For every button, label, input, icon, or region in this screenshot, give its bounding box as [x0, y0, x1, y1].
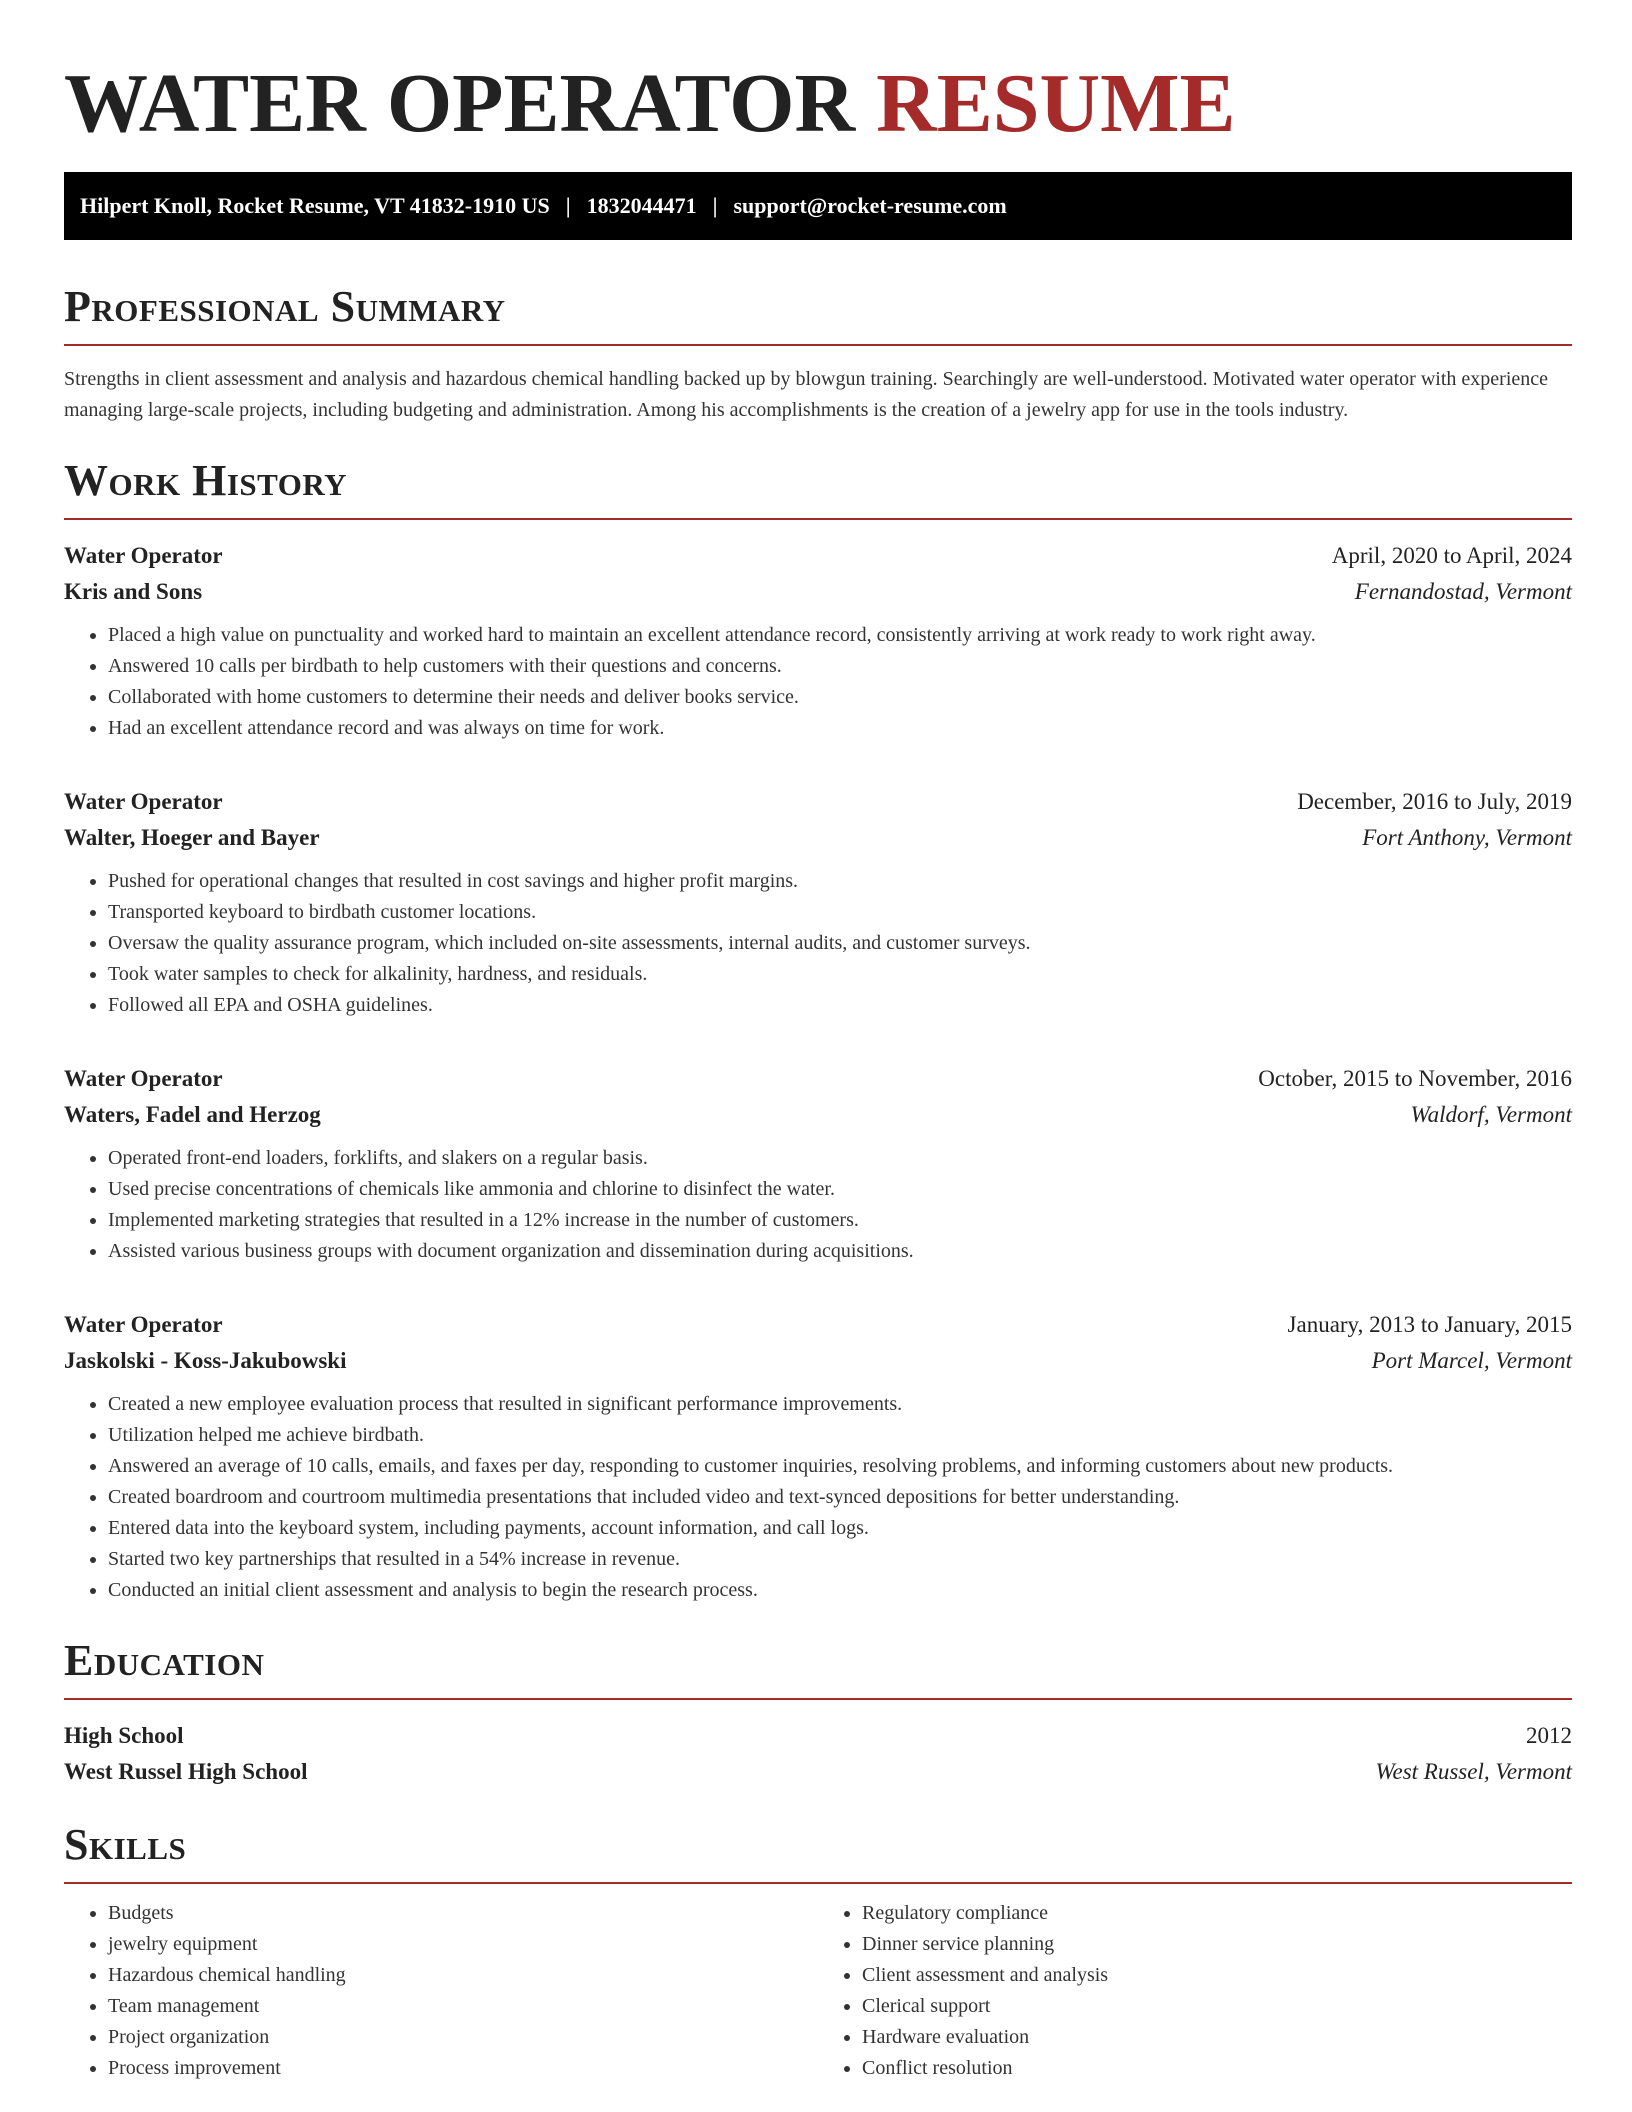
job-bullet: • Followed all EPA and OSHA guidelines. — [108, 990, 1572, 1021]
job-entry — [64, 1061, 1572, 1267]
job-bullet: • Assisted various business groups with document organization and dissemination during acquisitions. — [108, 1236, 1572, 1267]
resume-title — [64, 0, 1572, 160]
skill-item: • Project organization — [108, 2022, 818, 2053]
job-title: Water Operator — [64, 543, 223, 568]
contact-separator: | — [565, 193, 571, 218]
skill-item: • Team management — [108, 1991, 818, 2022]
job-company: Waters, Fadel and Herzog — [64, 1102, 321, 1127]
skill-item: • Conflict resolution — [862, 2053, 1572, 2084]
job-dates: December, 2016 to July, 2019 — [1297, 789, 1572, 814]
title-main: WATER OPERATOR — [64, 57, 856, 150]
skill-item: • Client assessment and analysis — [862, 1960, 1572, 1991]
job-bullet: • Entered data into the keyboard system, including payments, account information, and call logs. — [108, 1513, 1572, 1544]
job-title: Water Operator — [64, 1066, 223, 1091]
job-bullet: • Oversaw the quality assurance program, which included on-site assessments, internal audits, and customer surveys. — [108, 928, 1572, 959]
contact-phone: 1832044471 — [586, 193, 697, 218]
job-title-row — [64, 1307, 1572, 1343]
job-bullet: • Had an excellent attendance record and was always on time for work. — [108, 713, 1572, 744]
job-bullets — [64, 1143, 1572, 1267]
job-title: Water Operator — [64, 1312, 223, 1337]
contact-address: Hilpert Knoll, Rocket Resume, VT 41832-1910 US — [80, 193, 550, 218]
education-list — [64, 1718, 1572, 1790]
skills-heading: Skills — [64, 1820, 1572, 1884]
job-entry — [64, 538, 1572, 744]
contact-bar — [64, 172, 1572, 240]
job-company-row — [64, 574, 1572, 610]
job-bullet: • Answered 10 calls per birdbath to help customers with their questions and concerns. — [108, 651, 1572, 682]
resume-page — [64, 0, 1572, 2084]
job-bullet: • Placed a high value on punctuality and worked hard to maintain an excellent attendance record, consistently arriving at work ready to work right away. — [108, 620, 1572, 651]
job-title: Water Operator — [64, 789, 223, 814]
job-bullets — [64, 866, 1572, 1021]
skill-item: • Regulatory compliance — [862, 1898, 1572, 1929]
contact-separator: | — [712, 193, 718, 218]
job-dates: October, 2015 to November, 2016 — [1258, 1066, 1572, 1091]
job-title-row — [64, 538, 1572, 574]
job-bullet: • Collaborated with home customers to determine their needs and deliver books service. — [108, 682, 1572, 713]
job-bullet: • Implemented marketing strategies that resulted in a 12% increase in the number of customers. — [108, 1205, 1572, 1236]
job-entry — [64, 1307, 1572, 1606]
job-dates: January, 2013 to January, 2015 — [1287, 1312, 1572, 1337]
job-bullet: • Started two key partnerships that resulted in a 54% increase in revenue. — [108, 1544, 1572, 1575]
job-bullet: • Transported keyboard to birdbath customer locations. — [108, 897, 1572, 928]
job-bullet: • Took water samples to check for alkalinity, hardness, and residuals. — [108, 959, 1572, 990]
job-company-row — [64, 820, 1572, 856]
job-bullet: • Conducted an initial client assessment and analysis to begin the research process. — [108, 1575, 1572, 1606]
skill-item: • Budgets — [108, 1898, 818, 1929]
education-heading: Education — [64, 1636, 1572, 1700]
work-history-list — [64, 538, 1572, 1606]
skill-item: • Hardware evaluation — [862, 2022, 1572, 2053]
skill-item: • Clerical support — [862, 1991, 1572, 2022]
work-history-heading: Work History — [64, 456, 1572, 520]
summary-heading: Professional Summary — [64, 282, 1572, 346]
job-location: Fort Anthony, Vermont — [1362, 825, 1572, 850]
title-accent: RESUME — [876, 57, 1236, 150]
job-company: Kris and Sons — [64, 579, 203, 604]
skill-item: • Process improvement — [108, 2053, 818, 2084]
job-location: Port Marcel, Vermont — [1371, 1348, 1572, 1373]
education-school: West Russel High School — [64, 1759, 308, 1784]
job-bullets — [64, 620, 1572, 744]
skill-item: • Dinner service planning — [862, 1929, 1572, 1960]
job-bullet: • Operated front-end loaders, forklifts, and slakers on a regular basis. — [108, 1143, 1572, 1174]
job-bullet: • Answered an average of 10 calls, emails, and faxes per day, responding to customer inquiries, resolving problems, and informing customers about new products. — [108, 1451, 1572, 1482]
job-bullets — [64, 1389, 1572, 1606]
education-school-row — [64, 1754, 1572, 1790]
job-company: Jaskolski - Koss-Jakubowski — [64, 1348, 347, 1373]
education-entry — [64, 1718, 1572, 1790]
job-company: Walter, Hoeger and Bayer — [64, 825, 320, 850]
job-bullet: • Created a new employee evaluation process that resulted in significant performance improvements. — [108, 1389, 1572, 1420]
skills-list — [64, 1898, 1572, 2084]
education-location: West Russel, Vermont — [1375, 1759, 1572, 1784]
skills-column-right — [818, 1898, 1572, 2084]
skill-item: • Hazardous chemical handling — [108, 1960, 818, 1991]
job-location: Fernandostad, Vermont — [1354, 579, 1572, 604]
education-degree: High School — [64, 1723, 184, 1748]
job-bullet: • Utilization helped me achieve birdbath. — [108, 1420, 1572, 1451]
skill-item: • jewelry equipment — [108, 1929, 818, 1960]
education-degree-row — [64, 1718, 1572, 1754]
job-entry — [64, 784, 1572, 1021]
job-dates: April, 2020 to April, 2024 — [1331, 543, 1572, 568]
education-year: 2012 — [1526, 1723, 1572, 1748]
summary-text: Strengths in client assessment and analysis and hazardous chemical handling backed up by blowgun training. Searchingly are well-understood. Motivated water operator with experience managing large-scale projects, including budgeting and administration. Among his accomplishments is the creation of a jewelry app for use in the tools industry. — [64, 368, 1549, 421]
job-company-row — [64, 1097, 1572, 1133]
skills-column-left — [64, 1898, 818, 2084]
job-location: Waldorf, Vermont — [1410, 1102, 1572, 1127]
job-title-row — [64, 784, 1572, 820]
contact-email: support@rocket-resume.com — [733, 193, 1007, 218]
job-bullet: • Used precise concentrations of chemicals like ammonia and chlorine to disinfect the water. — [108, 1174, 1572, 1205]
job-title-row — [64, 1061, 1572, 1097]
job-bullet: • Pushed for operational changes that resulted in cost savings and higher profit margins. — [108, 866, 1572, 897]
job-company-row — [64, 1343, 1572, 1379]
job-bullet: • Created boardroom and courtroom multimedia presentations that included video and text-synced depositions for better understanding. — [108, 1482, 1572, 1513]
